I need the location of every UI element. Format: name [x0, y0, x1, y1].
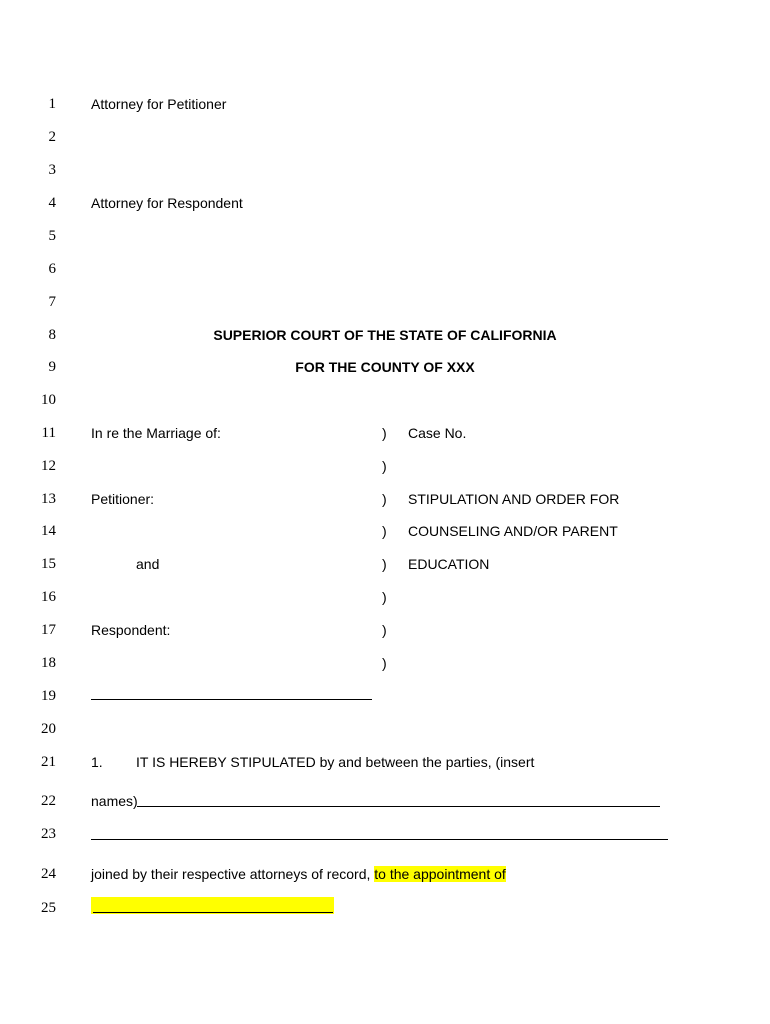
- case-number-label: Case No.: [408, 425, 467, 441]
- caption-paren: ): [382, 622, 387, 638]
- line-number: 23: [41, 826, 56, 842]
- paragraph-number: 1.: [91, 754, 103, 770]
- line-number: 20: [41, 721, 56, 737]
- line-number: 2: [48, 129, 56, 145]
- document-title-line2: COUNSELING AND/OR PARENT: [408, 523, 618, 539]
- appointment-highlight: to the appointment of: [374, 866, 506, 882]
- line-number: 7: [48, 294, 56, 310]
- line-number: 16: [41, 589, 56, 605]
- line-number: 5: [48, 228, 56, 244]
- line-number: 3: [48, 162, 56, 178]
- line-number: 10: [41, 392, 56, 408]
- document-title-line1: STIPULATION AND ORDER FOR: [408, 491, 620, 507]
- names-label: names): [91, 793, 138, 809]
- attorneys-text: [91, 865, 506, 883]
- line-number: 12: [41, 458, 56, 474]
- line-number: 1: [48, 96, 56, 112]
- caption-marriage: In re the Marriage of:: [91, 425, 221, 441]
- caption-paren: ): [382, 458, 387, 474]
- line-number: 14: [41, 523, 56, 539]
- caption-petitioner: Petitioner:: [91, 491, 155, 507]
- caption-underline: [91, 699, 372, 700]
- caption-paren: ): [382, 425, 387, 441]
- line-number: 6: [48, 261, 56, 277]
- line-number: 8: [48, 327, 56, 343]
- names-blank-line-2: [91, 839, 668, 840]
- line-number: 9: [48, 359, 56, 375]
- caption-paren: ): [382, 589, 387, 605]
- attorney-for-petitioner: Attorney for Petitioner: [91, 96, 227, 112]
- line-number: 24: [41, 866, 56, 882]
- line-number: 22: [41, 793, 56, 809]
- caption-respondent: Respondent:: [91, 622, 171, 638]
- line-number: 17: [41, 622, 56, 638]
- attorneys-text-plain: joined by their respective attorneys of record,: [91, 866, 375, 882]
- caption-paren: ): [382, 655, 387, 671]
- attorney-for-respondent: Attorney for Respondent: [91, 195, 243, 211]
- court-title: SUPERIOR COURT OF THE STATE OF CALIFORNIA: [213, 327, 557, 343]
- court-county: FOR THE COUNTY OF XXX: [295, 359, 475, 375]
- line-number: 15: [41, 556, 56, 572]
- line-number: 21: [41, 754, 56, 770]
- line-number: 25: [41, 900, 56, 916]
- caption-and: and: [136, 556, 160, 572]
- names-blank-line: [137, 806, 660, 807]
- caption-paren: ): [382, 523, 387, 539]
- line-number: 18: [41, 655, 56, 671]
- appointee-blank-line: [93, 912, 333, 913]
- caption-paren: ): [382, 556, 387, 572]
- caption-paren: ): [382, 491, 387, 507]
- line-number: 11: [41, 425, 56, 441]
- document-title-line3: EDUCATION: [408, 556, 490, 572]
- line-number: 13: [41, 491, 56, 507]
- line-number: 19: [41, 688, 56, 704]
- line-number: 4: [48, 195, 56, 211]
- stipulation-text: IT IS HEREBY STIPULATED by and between the parties, (insert: [136, 754, 535, 770]
